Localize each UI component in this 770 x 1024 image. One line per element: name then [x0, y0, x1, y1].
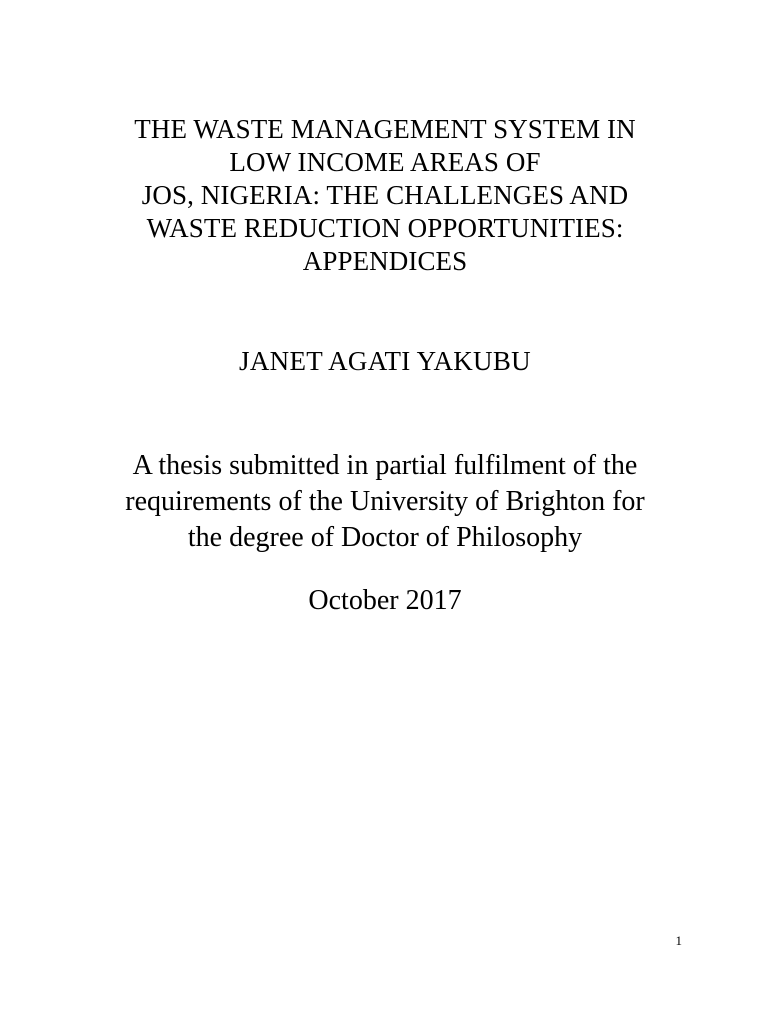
submission-statement-line: the degree of Doctor of Philosophy: [187, 522, 583, 553]
thesis-title-line: LOW INCOME AREAS OF: [229, 147, 541, 177]
submission-date: October 2017: [308, 585, 462, 616]
thesis-title-line: WASTE REDUCTION OPPORTUNITIES:: [146, 213, 624, 243]
thesis-title-line: APPENDICES: [302, 246, 468, 276]
thesis-title-line: THE WASTE MANAGEMENT SYSTEM IN: [134, 114, 636, 144]
author-name: JANET AGATI YAKUBU: [239, 346, 531, 376]
submission-statement-line: A thesis submitted in partial fulfilment of the: [132, 450, 638, 481]
page-number: 1: [675, 933, 682, 948]
submission-statement: [60, 448, 710, 556]
thesis-title-line: JOS, NIGERIA: THE CHALLENGES AND: [141, 180, 629, 210]
submission-statement-line: requirements of the University of Brighton for: [125, 486, 645, 517]
thesis-title: [60, 113, 710, 278]
